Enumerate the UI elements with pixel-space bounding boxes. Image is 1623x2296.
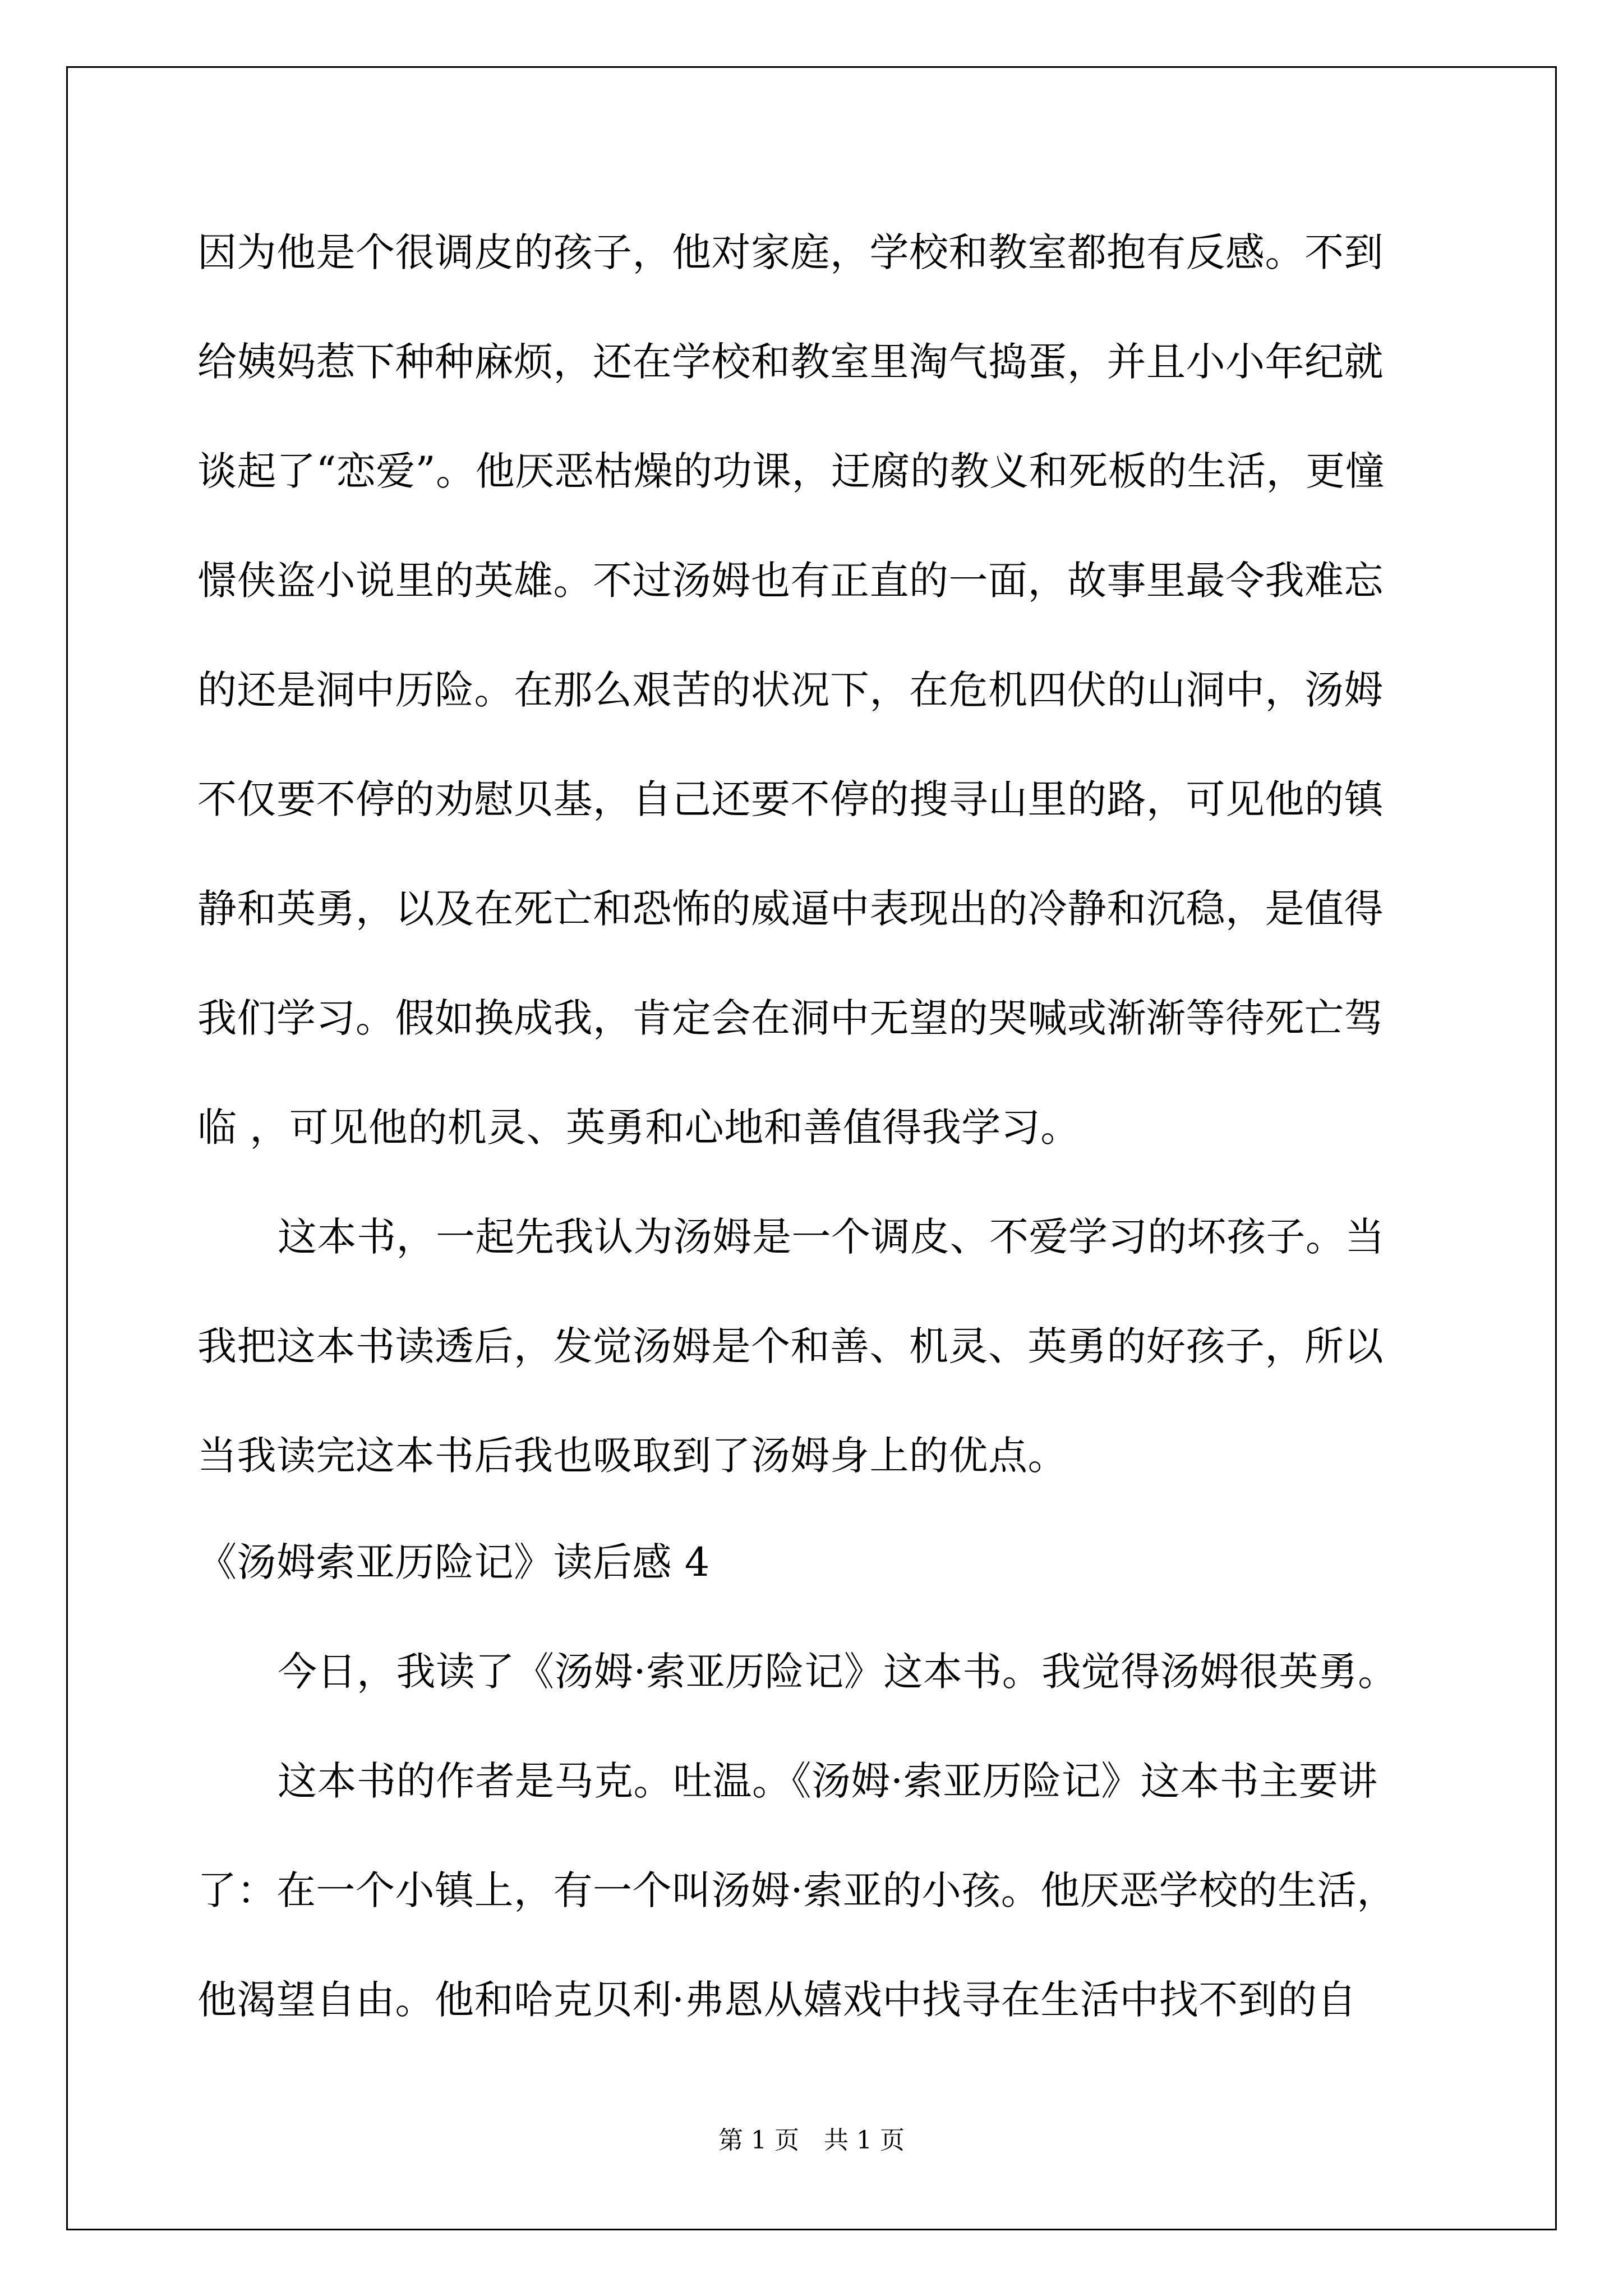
paragraph-start-line: 这本书，一起先我认为汤姆是一个调皮、不爱学习的坏孩子。当 [278,1214,1385,1260]
paragraph-start-line: 今日，我读了《汤姆·索亚历险记》这本书。我觉得汤姆很英勇。 [278,1649,1398,1695]
text-line: 给姨妈惹下种种麻烦，还在学校和教室里淘气捣蛋，并且小小年纪就 [197,339,1384,385]
text-line: 的还是洞中历险。在那么艰苦的状况下，在危机四伏的山洞中，汤姆 [197,667,1384,713]
text-line: 我们学习。假如换成我，肯定会在洞中无望的哭喊或渐渐等待死亡驾 [197,995,1384,1041]
text-line: 因为他是个很调皮的孩子，他对家庭，学校和教室都抱有反感。不到 [197,229,1384,275]
text-line: 谈起了“恋爱”。他厌恶枯燥的功课，迂腐的教义和死板的生活，更憧 [197,448,1385,494]
text-line: 不仅要不停的劝慰贝基，自己还要不停的搜寻山里的路，可见他的镇 [197,776,1384,822]
text-line: 静和英勇，以及在死亡和恐怖的威逼中表现出的冷静和沉稳，是值得 [197,886,1384,932]
paragraph-start-line: 这本书的作者是马克。吐温。《汤姆·索亚历险记》这本书主要讲 [278,1758,1378,1804]
text-line: 临 ，可见他的机灵、英勇和心地和善值得我学习。 [197,1105,1080,1151]
page-footer: 第 1 页 共 1 页 [718,2126,905,2155]
text-line: 当我读完这本书后我也吸取到了汤姆身上的优点。 [197,1433,1067,1479]
text-line: 了：在一个小镇上，有一个叫汤姆·索亚的小孩。他厌恶学校的生活， [197,1867,1396,1913]
text-line: 我把这本书读透后，发觉汤姆是个和善、机灵、英勇的好孩子，所以 [197,1323,1384,1369]
text-line: 憬侠盗小说里的英雄。不过汤姆也有正直的一面，故事里最令我难忘 [197,558,1384,604]
text-line: 他渴望自由。他和哈克贝利·弗恩从嬉戏中找寻在生活中找不到的自 [197,1977,1357,2023]
section-heading: 《汤姆索亚历险记》读后感 4 [197,1539,710,1585]
